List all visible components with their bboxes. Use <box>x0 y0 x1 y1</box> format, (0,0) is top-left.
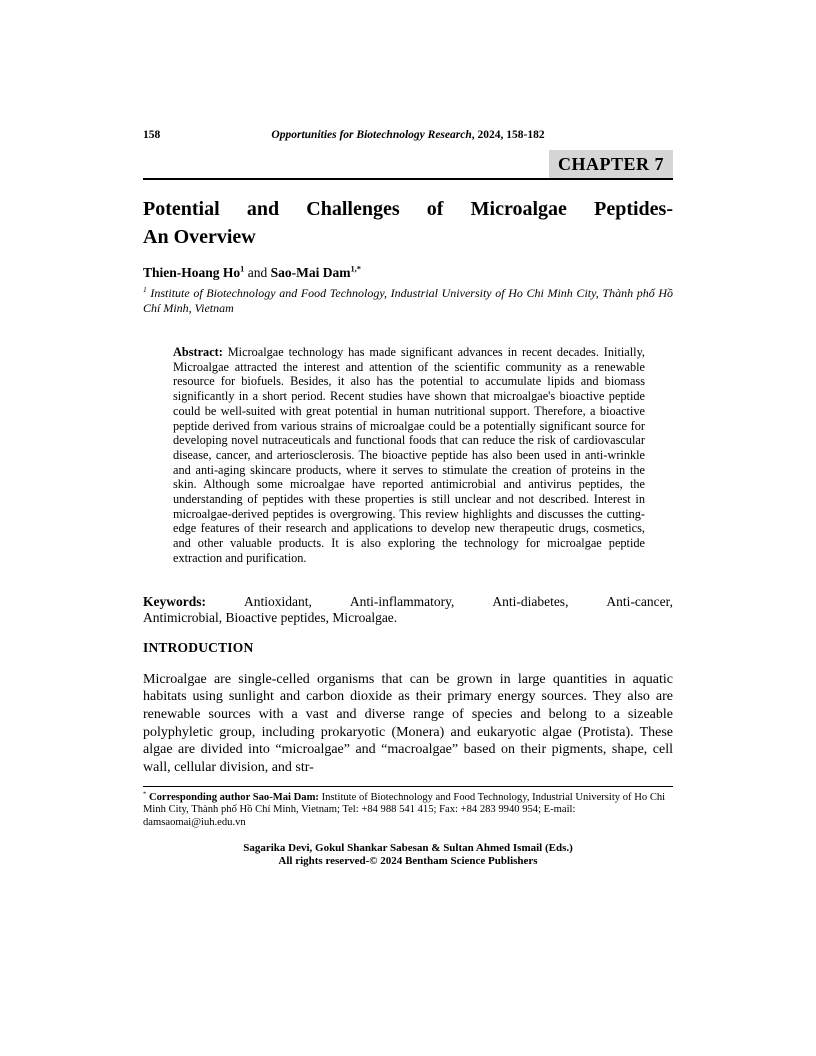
keywords-label: Keywords: <box>143 593 206 609</box>
running-head <box>203 128 613 142</box>
running-header <box>143 128 673 142</box>
rights-line: All rights reserved-© 2024 Bentham Science Publishers <box>278 855 538 868</box>
author-1-name: Thien-Hoang Ho <box>143 265 241 280</box>
editors-line: Sagarika Devi, Gokul Shankar Sabesan & Sultan Ahmed Ismail (Eds.) <box>243 841 573 854</box>
article-title-line1: Potential and Challenges of Microalgae Peptides- <box>143 198 673 220</box>
abstract <box>143 345 673 566</box>
article-title-line2: An Overview <box>143 226 256 248</box>
affiliation-mark: 1 <box>143 285 147 294</box>
introduction-paragraph: Microalgae are single-celled organisms that can be grown in large quantities in aquatic habitats using sunlight and carbon dioxide as their primary energy sources. They also are renewable sources with a vast and diverse range of species and belong to a sizeable polyphyletic group, including prokaryotic (Monera) and eukaryotic algae (Protista). These algae are divided into “microalgae” and “macroalgae” based on their pigments, shape, cell wall, cellular division, and str- <box>143 671 673 776</box>
keywords-line2: Antimicrobial, Bioactive peptides, Microalgae. <box>143 609 398 625</box>
author-2-name: Sao-Mai Dam <box>270 265 351 280</box>
abstract-text: Microalgae technology has made significant advances in recent decades. Initially, Microalgae attracted the interest and attention of the scientific community as a renewable resource for biofuels. Besides, it also has the potential to accumulate lipids and biomass significantly in a short period. Recent studies have shown that microalgae's bioactive peptide could be well-suited with great potential in human nutritional support. Therefore, a bioactive peptide derived from various strains of microalgae could be a potentially significant source for developing novel nutraceuticals and functional foods that can reduce the risk of cardiovascular disease, cancer, and arteriosclerosis. The bioactive peptide has also been used in anti-wrinkle and anti-aging skincare products, where it serves to stimulate the creation of proteins in the skin. Although some microalgae have reported antimicrobial and antivirus peptides, the understanding of peptides with these properties is still unclear and not described. Interest in microalgae-derived peptides is overgrowing. This review highlights and discusses the cutting-edge features of their research and applications to develop new therapeutic drugs, cosmetics, and other valuable products. It is also exploring the technology for microalgae peptide extraction and purification. <box>173 345 645 565</box>
corresponding-author-footnote <box>143 786 673 829</box>
chapter-badge-row <box>143 150 673 180</box>
author-2-affiliation-mark: 1,* <box>350 264 361 274</box>
author-line <box>143 264 673 281</box>
introduction-heading: INTRODUCTION <box>143 639 254 655</box>
abstract-label: Abstract: <box>173 345 223 359</box>
book-footer <box>143 842 673 869</box>
author-2 <box>271 265 361 280</box>
footnote-asterisk: * <box>143 790 147 798</box>
running-head-issue: , 2024, 158-182 <box>471 129 545 141</box>
footnote-text: Institute of Biotechnology and Food Technology, Industrial University of Ho Chi Minh City, Thành phố Hồ Chí Minh, Vietnam; Tel: +84 988 541 415; Fax: +84 283 9940 954; E-mail: damsaomai@iuh.edu.vn <box>143 791 666 828</box>
keywords <box>143 594 673 626</box>
affiliation <box>143 286 673 316</box>
page-number: 158 <box>143 129 161 141</box>
page-sheet <box>143 128 673 869</box>
footnote-label: Corresponding author Sao-Mai Dam: <box>148 791 319 803</box>
running-head-journal: Opportunities for Biotechnology Research <box>271 129 472 141</box>
affiliation-text: Institute of Biotechnology and Food Technology, Industrial University of Ho Chi Minh City, Thành phố Hồ Chí Minh, Vietnam <box>143 286 674 315</box>
keywords-line1-text: Antioxidant, Anti-inflammatory, Anti-diabetes, Anti-cancer, <box>244 593 673 609</box>
chapter-badge: CHAPTER 7 <box>549 150 673 178</box>
keywords-line1 <box>143 594 673 610</box>
article-title <box>143 195 673 251</box>
author-connector: and <box>247 265 268 280</box>
author-1-affiliation-mark: 1 <box>240 264 245 274</box>
author-1 <box>143 265 244 280</box>
